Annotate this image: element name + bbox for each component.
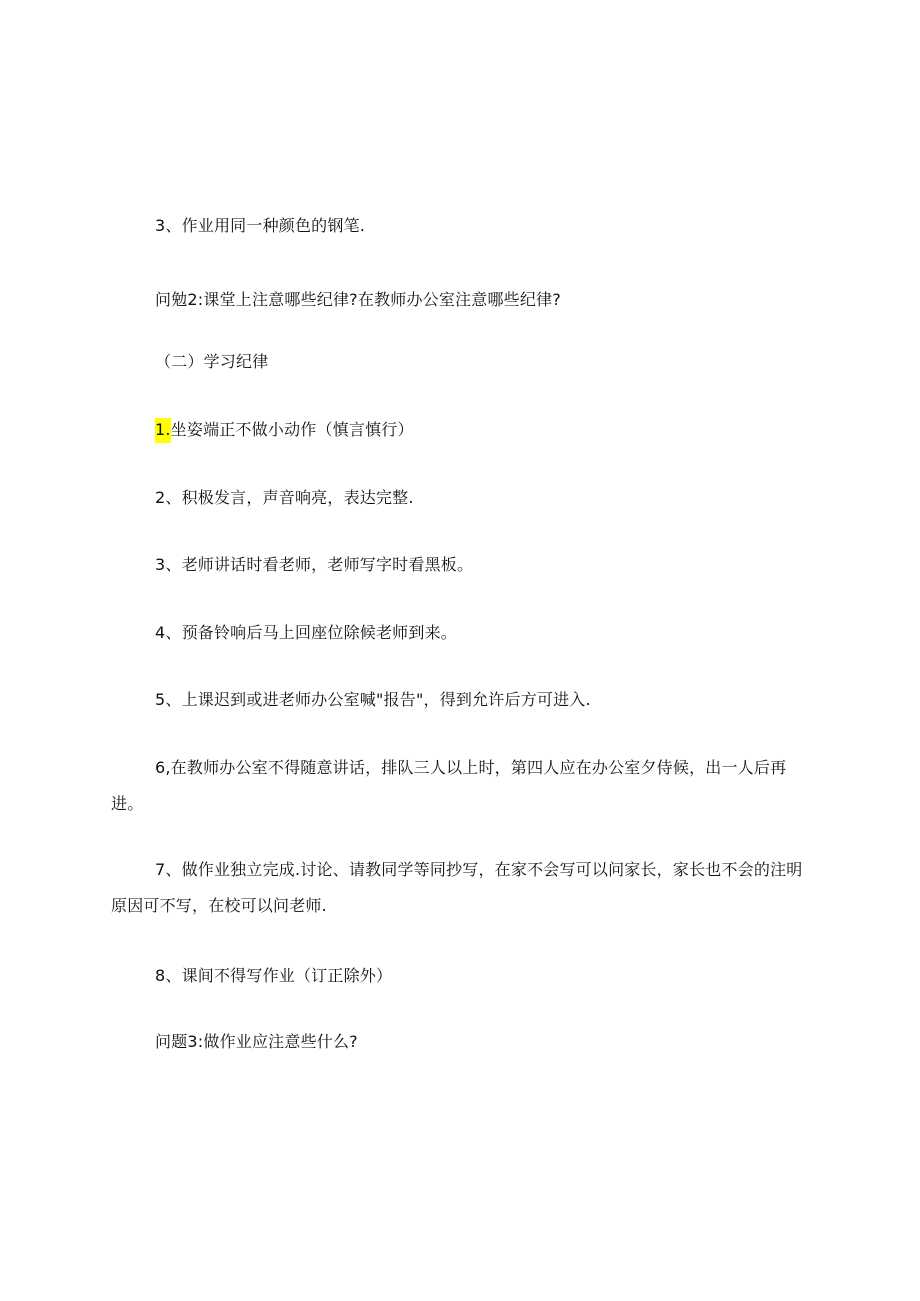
rule-4: 4、预备铃响后马上回座位除候老师到来。 bbox=[155, 623, 457, 642]
rule-6: 6,在教师办公室不得随意讲话，排队三人以上时，第四人应在办公室夕侍候，出一人后再进。 bbox=[111, 758, 787, 813]
rule-8: 8、课间不得写作业（订正除外） bbox=[155, 966, 393, 985]
section-heading-study-discipline: （二）学习纪律 bbox=[155, 352, 269, 371]
rule-1 bbox=[155, 420, 414, 440]
highlighted-number: 1. bbox=[155, 418, 171, 443]
rule-2: 2、积极发言，声音响亮，表达完整. bbox=[155, 488, 414, 507]
question-3: 问题3:做作业应注意些什么? bbox=[155, 1032, 358, 1051]
question-2: 问勉2:课堂上注意哪些纪律?在教师办公室注意哪些纪律? bbox=[155, 290, 561, 309]
rule-7: 7、做作业独立完成.讨论、请教同学等同抄写，在家不会写可以问家长，家长也不会的注明原因可不写，在校可以问老师. bbox=[111, 860, 803, 915]
rule-5: 5、上课迟到或进老师办公室喊"报告"，得到允许后方可进入. bbox=[155, 690, 591, 709]
rule-3: 3、老师讲话时看老师，老师写字时看黑板。 bbox=[155, 555, 474, 574]
paragraph-homework-pen: 3、作业用同一种颜色的钢笔. bbox=[155, 216, 366, 235]
rule-1-text: 坐姿端正不做小动作（慎言慎行） bbox=[170, 420, 414, 439]
